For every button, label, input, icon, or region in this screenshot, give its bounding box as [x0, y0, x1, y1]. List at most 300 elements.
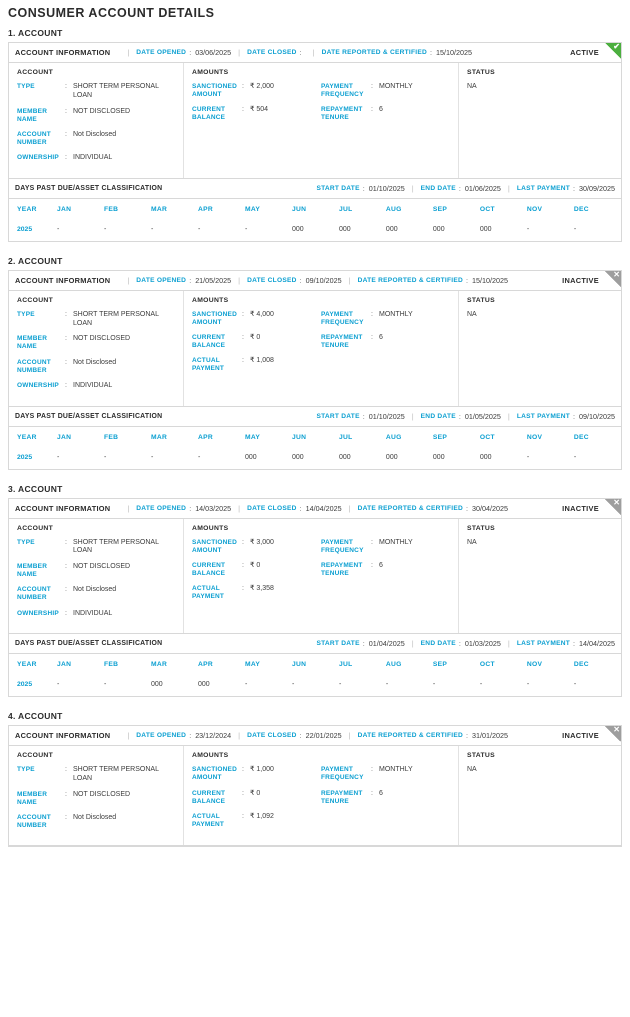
- inactive-flag-icon: [605, 499, 621, 515]
- date-opened-label: DATE OPENED: [136, 49, 187, 56]
- dpd-title: DAYS PAST DUE/ASSET CLASSIFICATION: [15, 640, 163, 648]
- payment-frequency-label: PAYMENT FREQUENCY: [321, 538, 364, 554]
- account-body: [9, 291, 621, 407]
- colon: :: [430, 48, 433, 57]
- amounts-column: [184, 519, 459, 634]
- cell-apr: 000: [197, 681, 210, 689]
- actual-payment-label: ACTUAL PAYMENT: [192, 585, 225, 601]
- colon: :: [362, 183, 365, 193]
- divider: |: [348, 731, 351, 741]
- colon: :: [466, 275, 468, 285]
- status-column-head: STATUS: [467, 524, 495, 532]
- cell-sep: -: [432, 681, 436, 689]
- divider: |: [507, 411, 510, 421]
- field-current-balance: [192, 562, 321, 578]
- account-info-header: [9, 43, 621, 63]
- divider: |: [127, 48, 130, 57]
- sanctioned-amount-label: SANCTIONED AMOUNT: [192, 83, 237, 99]
- cell-aug: 000: [385, 453, 398, 461]
- colon: :: [362, 411, 365, 421]
- account-column: [9, 746, 184, 845]
- date-closed-label: DATE CLOSED: [247, 732, 297, 740]
- inactive-flag-icon: [605, 726, 621, 742]
- current-balance-label: CURRENT BALANCE: [192, 561, 226, 577]
- divider: |: [507, 639, 510, 649]
- amounts-column: [184, 746, 459, 845]
- cell-jul: 000: [338, 453, 351, 461]
- col-may: MAY: [244, 205, 261, 213]
- cell-feb: -: [104, 453, 107, 461]
- divider: |: [127, 503, 130, 513]
- field-repayment-tenure: [321, 790, 450, 806]
- payment-frequency-value: MONTHLY: [379, 83, 413, 90]
- account-heading: 4. ACCOUNT: [8, 711, 63, 722]
- colon: :: [242, 83, 244, 90]
- account-number-label: ACCOUNT NUMBER: [17, 814, 51, 830]
- type-value: SHORT TERM PERSONAL LOAN: [73, 83, 159, 99]
- date-reported-value: 31/01/2025: [472, 731, 508, 741]
- account-column-head: ACCOUNT: [17, 69, 54, 76]
- field-type: [17, 766, 175, 784]
- divider: |: [238, 731, 241, 741]
- colon: :: [573, 411, 576, 421]
- colon: :: [458, 183, 461, 193]
- payment-frequency-label: PAYMENT FREQUENCY: [321, 766, 364, 782]
- actual-payment-label: ACTUAL PAYMENT: [192, 812, 225, 828]
- colon: :: [371, 561, 373, 569]
- account-body: [9, 519, 621, 635]
- cell-nov: -: [526, 225, 530, 233]
- type-value: SHORT TERM PERSONAL LOAN: [73, 538, 159, 555]
- field-sanctioned-amount: [192, 83, 321, 99]
- account-column: [9, 291, 184, 406]
- colon: :: [242, 334, 244, 341]
- status-badge: INACTIVE: [562, 731, 599, 741]
- cell-sep: 000: [432, 225, 445, 233]
- start-date-value: 01/04/2025: [368, 639, 405, 649]
- amounts-column-head: AMOUNTS: [192, 524, 229, 532]
- end-date-label: END DATE: [420, 640, 456, 648]
- end-date-label: END DATE: [420, 412, 456, 420]
- colon: :: [242, 106, 244, 114]
- status-value: NA: [467, 83, 477, 90]
- account-section-3: [8, 484, 622, 698]
- cell-jan: -: [57, 225, 60, 233]
- colon: :: [466, 731, 468, 741]
- ownership-label: OWNERSHIP: [17, 381, 59, 389]
- col-apr: APR: [197, 433, 214, 441]
- status-badge: ACTIVE: [570, 48, 599, 57]
- sanctioned-amount-label: SANCTIONED AMOUNT: [192, 766, 237, 782]
- date-closed-label: DATE CLOSED: [247, 276, 297, 284]
- field-sanctioned-amount: [192, 311, 321, 327]
- account-number-value: Not Disclosed: [73, 358, 117, 366]
- cell-jun: 000: [291, 453, 304, 461]
- amounts-right: [321, 311, 450, 381]
- col-oct: OCT: [479, 433, 495, 441]
- colon: :: [242, 766, 244, 774]
- row-year: 2025: [17, 225, 33, 233]
- divider: |: [411, 183, 414, 193]
- sanctioned-amount-label: SANCTIONED AMOUNT: [192, 310, 237, 326]
- account-block: [8, 42, 622, 242]
- dpd-header: [9, 634, 621, 654]
- colon: :: [458, 639, 461, 649]
- divider: |: [507, 183, 510, 193]
- colon: :: [65, 790, 67, 798]
- colon: :: [189, 275, 192, 285]
- date-reported-label: DATE REPORTED & CERTIFIED: [357, 732, 463, 740]
- col-sep: SEP: [432, 661, 448, 669]
- account-column: [9, 63, 184, 178]
- col-jan: JAN: [57, 205, 72, 213]
- sanctioned-amount-value: ₹ 3,000: [250, 538, 274, 546]
- account-heading: 2. ACCOUNT: [8, 255, 63, 266]
- account-column-head: ACCOUNT: [17, 752, 54, 760]
- col-mar: MAR: [151, 205, 168, 213]
- cell-aug: 000: [385, 225, 398, 233]
- cell-oct: -: [479, 681, 483, 689]
- field-payment-frequency: [321, 83, 450, 99]
- divider: |: [127, 731, 130, 741]
- payment-frequency-value: MONTHLY: [379, 538, 413, 546]
- end-date-value: 01/03/2025: [464, 639, 501, 649]
- cell-apr: -: [197, 453, 201, 461]
- date-opened-value: 23/12/2024: [195, 731, 232, 741]
- account-block: [8, 270, 622, 470]
- colon: :: [299, 275, 302, 285]
- account-header-meta: [120, 504, 562, 513]
- actual-payment-label: ACTUAL PAYMENT: [192, 357, 225, 373]
- colon: :: [573, 639, 576, 649]
- status-value: NA: [467, 310, 477, 318]
- dpd-table: [9, 199, 621, 241]
- date-reported-label: DATE REPORTED & CERTIFIED: [321, 49, 428, 56]
- colon: :: [65, 766, 67, 774]
- colon: :: [65, 381, 67, 389]
- amounts-pairs: [192, 311, 450, 381]
- account-number-label: ACCOUNT NUMBER: [17, 130, 51, 146]
- ownership-label: OWNERSHIP: [17, 609, 59, 617]
- check-icon: ✔: [613, 42, 620, 51]
- field-account-number: [17, 814, 175, 830]
- field-payment-frequency: [321, 766, 450, 782]
- cell-oct: 000: [479, 225, 492, 233]
- end-date-value: 01/06/2025: [464, 183, 501, 193]
- dpd-header-row: [9, 654, 621, 675]
- dpd-meta: [316, 412, 615, 421]
- divider: |: [238, 275, 241, 285]
- repayment-tenure-value: 6: [379, 334, 383, 341]
- sanctioned-amount-value: ₹ 1,000: [250, 766, 274, 774]
- status-column: [459, 519, 621, 634]
- account-information-label: ACCOUNT INFORMATION: [15, 503, 111, 513]
- dpd-title: DAYS PAST DUE/ASSET CLASSIFICATION: [15, 412, 163, 420]
- colon: :: [371, 334, 373, 341]
- field-current-balance: [192, 106, 321, 122]
- repayment-tenure-label: REPAYMENT TENURE: [321, 789, 363, 805]
- start-date-value: 01/10/2025: [368, 411, 405, 421]
- field-payment-frequency: [321, 311, 450, 327]
- divider: |: [411, 639, 414, 649]
- date-reported-label: DATE REPORTED & CERTIFIED: [357, 504, 463, 512]
- colon: :: [371, 538, 373, 546]
- account-information-label: ACCOUNT INFORMATION: [15, 275, 111, 285]
- cell-jan: -: [57, 681, 60, 689]
- colon: :: [242, 561, 244, 569]
- type-label: TYPE: [17, 766, 35, 774]
- ownership-value: INDIVIDUAL: [73, 381, 113, 389]
- col-may: MAY: [244, 661, 261, 669]
- col-jul: JUL: [338, 205, 353, 213]
- col-apr: APR: [197, 205, 214, 213]
- member-name-label: MEMBER NAME: [17, 107, 48, 123]
- cell-jul: -: [338, 681, 342, 689]
- cell-may: -: [244, 681, 248, 689]
- field-ownership: [17, 154, 175, 163]
- last-payment-label: LAST PAYMENT: [516, 412, 571, 420]
- colon: :: [65, 130, 67, 138]
- member-name-value: NOT DISCLOSED: [73, 335, 131, 343]
- last-payment-label: LAST PAYMENT: [516, 640, 571, 648]
- amounts-column: [184, 63, 459, 178]
- date-opened-value: 21/05/2025: [195, 275, 232, 285]
- date-opened-value: 03/06/2025: [195, 48, 232, 57]
- end-date-label: END DATE: [420, 184, 456, 192]
- account-header-meta: [120, 276, 562, 285]
- col-oct: OCT: [479, 205, 495, 213]
- status-value: NA: [467, 538, 477, 546]
- type-value: SHORT TERM PERSONAL LOAN: [73, 310, 159, 327]
- member-name-label: MEMBER NAME: [17, 790, 48, 806]
- cell-jun: -: [291, 681, 295, 689]
- field-actual-payment: [192, 813, 321, 829]
- amounts-left: [192, 83, 321, 130]
- status-column: [459, 63, 621, 178]
- field-member-name: [17, 791, 175, 807]
- inactive-flag-icon: [605, 271, 621, 287]
- col-apr: APR: [197, 661, 214, 669]
- dpd-title: DAYS PAST DUE/ASSET CLASSIFICATION: [15, 184, 163, 192]
- last-payment-value: 30/09/2025: [579, 183, 615, 193]
- col-year: YEAR: [17, 205, 37, 213]
- col-year: YEAR: [17, 661, 37, 669]
- current-balance-label: CURRENT BALANCE: [192, 106, 226, 122]
- close-icon: ✕: [613, 497, 620, 507]
- dpd-header: [9, 407, 621, 427]
- colon: :: [65, 335, 67, 343]
- cell-dec: -: [573, 225, 577, 233]
- type-value: SHORT TERM PERSONAL LOAN: [73, 766, 159, 782]
- amounts-column: [184, 291, 459, 406]
- col-jun: JUN: [291, 433, 307, 441]
- divider: |: [411, 411, 414, 421]
- col-jan: JAN: [57, 661, 72, 669]
- member-name-label: MEMBER NAME: [17, 563, 48, 579]
- cell-feb: -: [104, 681, 107, 689]
- cell-mar: -: [151, 453, 154, 461]
- field-repayment-tenure: [321, 334, 450, 350]
- start-date-value: 01/10/2025: [368, 183, 405, 193]
- col-nov: NOV: [526, 205, 543, 213]
- account-column: [9, 519, 184, 634]
- field-member-name: [17, 563, 175, 579]
- col-mar: MAR: [151, 433, 168, 441]
- type-label: TYPE: [17, 83, 35, 90]
- status-column-head: STATUS: [467, 752, 495, 760]
- col-aug: AUG: [385, 205, 402, 213]
- date-opened-label: DATE OPENED: [136, 504, 187, 512]
- dpd-header: [9, 179, 621, 199]
- colon: :: [573, 183, 576, 193]
- divider: |: [348, 275, 351, 285]
- date-closed-value: 14/04/2025: [305, 503, 342, 513]
- repayment-tenure-value: 6: [379, 789, 383, 797]
- last-payment-label: LAST PAYMENT: [516, 184, 571, 192]
- date-reported-value: 15/10/2025: [472, 275, 508, 285]
- row-year: 2025: [17, 681, 33, 689]
- field-account-number: [17, 586, 175, 602]
- col-jul: JUL: [338, 661, 353, 669]
- amounts-column-head: AMOUNTS: [192, 69, 229, 76]
- account-number-value: Not Disclosed: [73, 130, 117, 138]
- status-column-head: STATUS: [467, 69, 495, 76]
- colon: :: [189, 48, 192, 57]
- field-current-balance: [192, 790, 321, 806]
- field-current-balance: [192, 334, 321, 350]
- account-section-2: [8, 256, 622, 470]
- colon: :: [242, 789, 244, 797]
- colon: :: [65, 83, 67, 90]
- cell-dec: -: [573, 681, 577, 689]
- repayment-tenure-value: 6: [379, 106, 383, 114]
- account-number-value: Not Disclosed: [73, 814, 117, 821]
- amounts-column-head: AMOUNTS: [192, 296, 229, 304]
- divider: |: [238, 48, 241, 57]
- account-column-head: ACCOUNT: [17, 296, 54, 304]
- account-number-value: Not Disclosed: [73, 586, 117, 594]
- colon: :: [65, 358, 67, 366]
- status-value: NA: [467, 766, 477, 774]
- account-column-head: ACCOUNT: [17, 524, 54, 532]
- col-jul: JUL: [338, 433, 353, 441]
- cell-jul: 000: [338, 225, 351, 233]
- account-section-1: [8, 28, 622, 242]
- colon: :: [65, 814, 67, 821]
- field-repayment-tenure: [321, 562, 450, 578]
- type-label: TYPE: [17, 538, 35, 546]
- cell-may: 000: [244, 453, 257, 461]
- col-jan: JAN: [57, 433, 72, 441]
- cell-nov: -: [526, 681, 530, 689]
- account-heading: 3. ACCOUNT: [8, 483, 63, 494]
- colon: :: [371, 789, 373, 797]
- field-account-number: [17, 359, 175, 375]
- amounts-pairs: [192, 766, 450, 836]
- col-year: YEAR: [17, 433, 37, 441]
- cell-aug: -: [385, 681, 389, 689]
- payment-frequency-label: PAYMENT FREQUENCY: [321, 310, 364, 326]
- date-closed-label: DATE CLOSED: [247, 504, 297, 512]
- colon: :: [242, 357, 244, 365]
- ownership-label: OWNERSHIP: [17, 154, 59, 161]
- amounts-right: [321, 766, 450, 836]
- dpd-table: [9, 427, 621, 469]
- field-account-number: [17, 131, 175, 147]
- field-member-name: [17, 108, 175, 124]
- colon: :: [65, 586, 67, 594]
- dpd-meta: [316, 639, 615, 648]
- colon: :: [371, 106, 373, 114]
- repayment-tenure-label: REPAYMENT TENURE: [321, 561, 363, 577]
- colon: :: [299, 731, 302, 741]
- date-reported-label: DATE REPORTED & CERTIFIED: [357, 276, 463, 284]
- account-heading: 1. ACCOUNT: [8, 28, 63, 38]
- current-balance-value: ₹ 0: [250, 789, 261, 797]
- status-badge: INACTIVE: [562, 275, 599, 285]
- current-balance-value: ₹ 0: [250, 334, 261, 341]
- member-name-value: NOT DISCLOSED: [73, 107, 131, 115]
- field-ownership: [17, 382, 175, 391]
- field-ownership: [17, 610, 175, 619]
- cell-feb: -: [104, 225, 107, 233]
- col-nov: NOV: [526, 433, 543, 441]
- account-info-header: [9, 726, 621, 746]
- colon: :: [65, 563, 67, 570]
- divider: |: [312, 48, 315, 57]
- divider: |: [348, 503, 351, 513]
- date-closed-label: DATE CLOSED: [247, 49, 297, 56]
- colon: :: [65, 609, 67, 617]
- member-name-label: MEMBER NAME: [17, 335, 48, 351]
- field-type: [17, 311, 175, 329]
- repayment-tenure-label: REPAYMENT TENURE: [321, 106, 363, 122]
- field-repayment-tenure: [321, 106, 450, 122]
- account-info-header: [9, 271, 621, 291]
- col-feb: FEB: [104, 433, 119, 441]
- field-sanctioned-amount: [192, 766, 321, 782]
- amounts-pairs: [192, 83, 450, 130]
- date-opened-label: DATE OPENED: [136, 276, 187, 284]
- dpd-header-row: [9, 427, 621, 448]
- field-member-name: [17, 335, 175, 351]
- account-number-label: ACCOUNT NUMBER: [17, 358, 51, 374]
- col-may: MAY: [244, 433, 261, 441]
- status-column: [459, 746, 621, 845]
- field-actual-payment: [192, 357, 321, 373]
- account-info-header: [9, 499, 621, 519]
- amounts-column-head: AMOUNTS: [192, 752, 229, 760]
- start-date-label: START DATE: [316, 640, 360, 648]
- sanctioned-amount-value: ₹ 4,000: [250, 310, 274, 318]
- col-nov: NOV: [526, 661, 543, 669]
- colon: :: [65, 310, 67, 318]
- colon: :: [242, 585, 244, 592]
- cell-nov: -: [526, 453, 530, 461]
- account-body: [9, 63, 621, 179]
- field-type: [17, 83, 175, 101]
- amounts-pairs: [192, 539, 450, 609]
- table-row: [9, 675, 621, 696]
- colon: :: [362, 639, 365, 649]
- sanctioned-amount-value: ₹ 2,000: [250, 83, 274, 90]
- payment-frequency-value: MONTHLY: [379, 766, 413, 774]
- date-closed-value: 09/10/2025: [305, 275, 342, 285]
- date-opened-label: DATE OPENED: [136, 732, 187, 740]
- dpd-table: [9, 654, 621, 696]
- col-feb: FEB: [104, 205, 119, 213]
- colon: :: [371, 310, 373, 318]
